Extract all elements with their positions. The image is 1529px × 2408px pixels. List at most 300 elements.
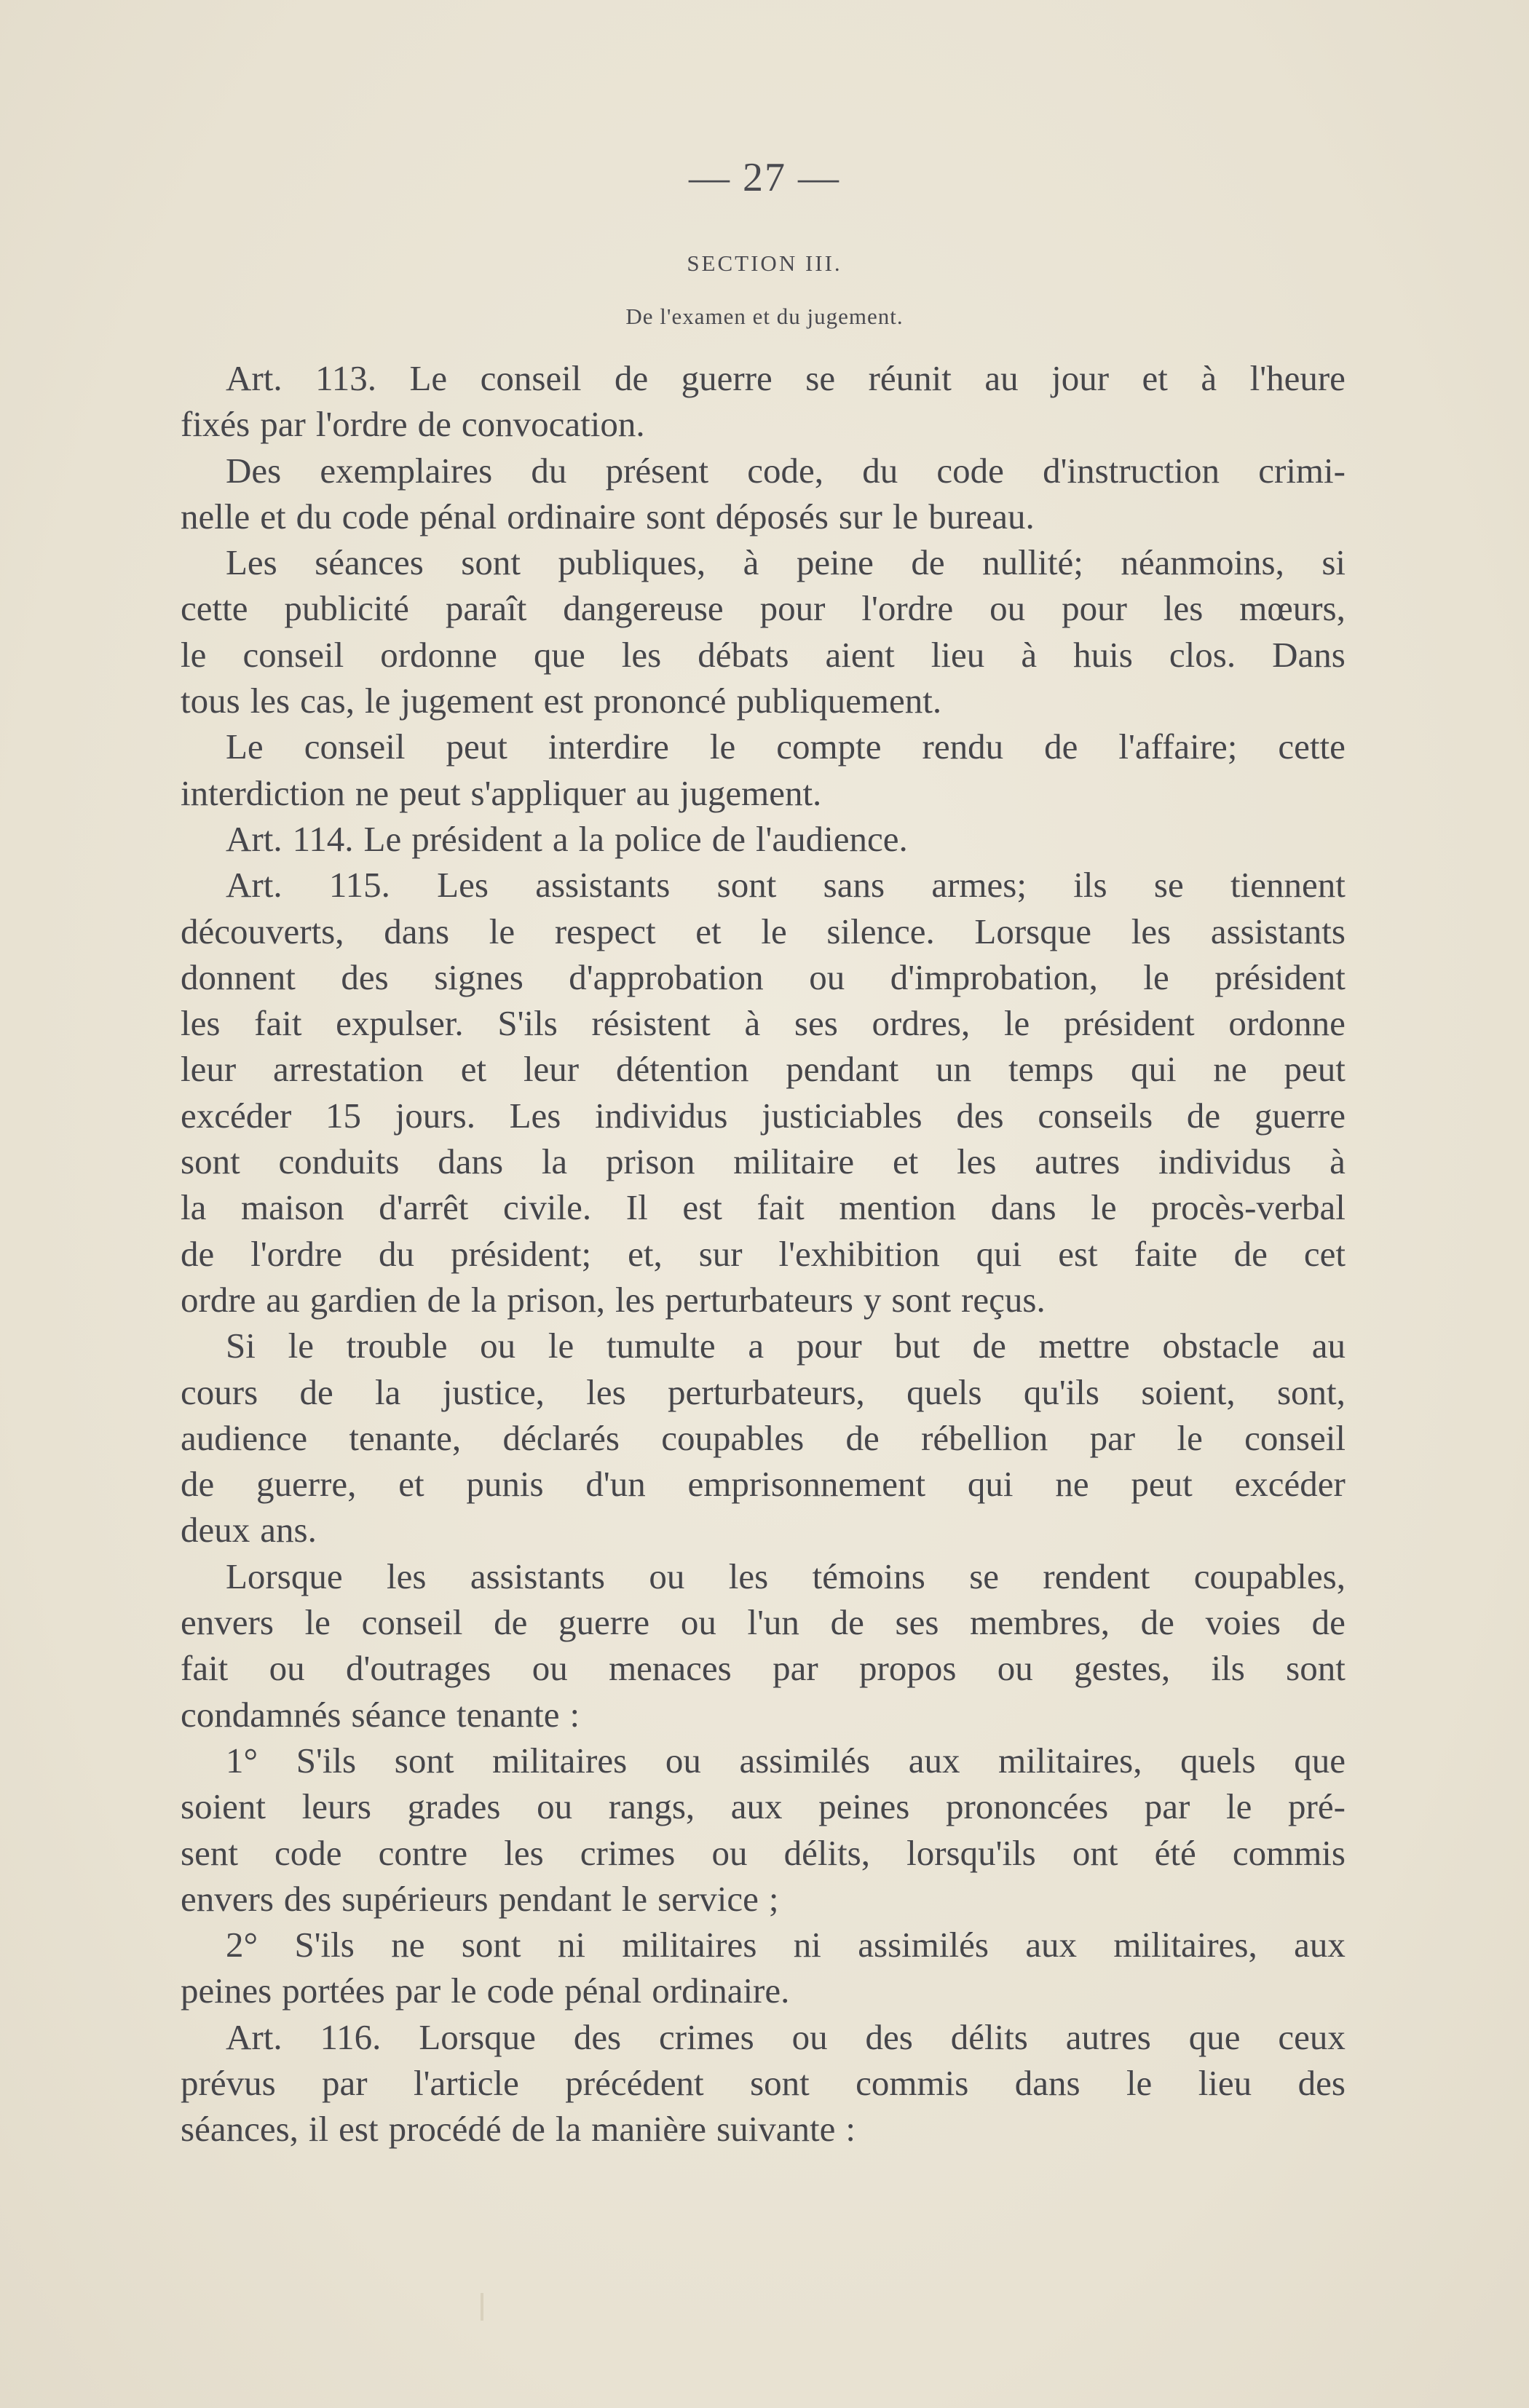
word: président [411, 818, 542, 859]
word: le [709, 726, 736, 767]
word: convocation. [461, 404, 645, 445]
word: de [845, 1417, 880, 1458]
word: coupables, [1193, 1556, 1346, 1596]
word: l'exhibition [778, 1233, 940, 1274]
word: commis [856, 2062, 969, 2103]
word: donnent [181, 957, 296, 997]
word: lorsqu'ils [906, 1832, 1036, 1873]
word: d'arrêt [379, 1187, 469, 1228]
word: tenante, [349, 1417, 462, 1458]
word: ; [768, 1878, 779, 1919]
text-line [181, 908, 1346, 954]
text-line [181, 1231, 1346, 1277]
text-line [181, 1922, 1346, 1968]
word: le [364, 681, 391, 721]
word: les [1163, 588, 1204, 629]
word: reçus. [961, 1279, 1046, 1320]
word: sont [891, 1279, 952, 1320]
text-line [181, 1645, 1346, 1691]
word: peines [818, 1786, 910, 1827]
word: se [969, 1556, 1000, 1596]
word: les [386, 1556, 427, 1596]
word: emprisonnement [687, 1464, 926, 1505]
word: perturbateurs, [668, 1371, 865, 1412]
word: envers [181, 1602, 274, 1643]
word: S'ils [497, 1003, 558, 1044]
word: de [417, 404, 451, 445]
word: justice, [442, 1371, 545, 1412]
word: dans [1014, 2062, 1080, 2103]
word: ou [269, 1648, 305, 1689]
word: de [1311, 1602, 1346, 1643]
word: Les [437, 865, 489, 906]
word: excéder [181, 1095, 292, 1136]
word: fixés [181, 404, 250, 445]
word: exemplaires [320, 450, 493, 491]
word: par [395, 1971, 441, 2011]
word: les [181, 1003, 221, 1044]
word: fait [756, 1187, 805, 1228]
word: ou [649, 1556, 685, 1596]
word: pénal [564, 1971, 642, 2011]
text-line [181, 448, 1346, 494]
word: rébellion [921, 1417, 1048, 1458]
word: à [744, 1003, 761, 1044]
word: par [1144, 1786, 1190, 1827]
word: militaires, [1113, 1925, 1257, 1965]
word: de [911, 542, 945, 583]
word: ou [989, 588, 1026, 629]
text-line [181, 770, 1346, 816]
word: de [830, 1602, 864, 1643]
word: se [805, 358, 836, 398]
word: ordonne [1228, 1003, 1346, 1044]
word: quels [1180, 1740, 1256, 1781]
word: se [1153, 865, 1184, 906]
word: jugement. [679, 772, 822, 813]
page-number: — 27 — [689, 155, 840, 200]
word: le [761, 911, 787, 951]
word: S'ils [296, 1740, 357, 1781]
word: interdire [548, 726, 669, 767]
word: sont [461, 1925, 521, 1965]
word: le [621, 1878, 648, 1919]
word: les [957, 1141, 997, 1182]
word: la [375, 1371, 401, 1412]
word: peut [1131, 1464, 1193, 1505]
word: procédé [388, 2109, 502, 2150]
word: Art. [226, 2016, 283, 2057]
word: leur [181, 1049, 237, 1090]
word: 2° [226, 1925, 258, 1965]
word: ne [1055, 1464, 1089, 1505]
word: rangs, [608, 1786, 695, 1827]
word: au [636, 772, 670, 813]
word: de [181, 1464, 215, 1505]
word: les [586, 1371, 626, 1412]
word: président [1064, 1003, 1195, 1044]
text-line [181, 1692, 1346, 1738]
word: par [322, 2062, 368, 2103]
word: sont [716, 865, 777, 906]
word: assistants [470, 1556, 605, 1596]
word: a [748, 1326, 764, 1366]
word: été [1154, 1832, 1196, 1873]
word: néanmoins, [1121, 542, 1284, 583]
word: ceux [1278, 2016, 1346, 2057]
word: à [1330, 1141, 1346, 1182]
word: lieu [1198, 2062, 1252, 2103]
word: manière [591, 2109, 707, 2150]
word: ordonne [380, 634, 497, 675]
word: voies [1205, 1602, 1281, 1643]
word: Le [363, 818, 402, 859]
word: ou [665, 1740, 701, 1781]
word: par [773, 1648, 818, 1689]
word: rendu [922, 726, 1004, 767]
word: perturbateurs [665, 1279, 853, 1320]
word: présent [605, 450, 709, 491]
word: guerre, [256, 1464, 357, 1505]
word: conseil [1244, 1417, 1346, 1458]
word: séance [351, 1694, 447, 1735]
word: autres [1035, 1141, 1121, 1182]
word: ou [680, 1602, 716, 1643]
word: le [304, 1602, 331, 1643]
word: coupables [661, 1417, 805, 1458]
word: ont [1072, 1832, 1118, 1873]
word: publiquement. [736, 681, 942, 721]
text-line [181, 401, 1346, 447]
word: cette [181, 588, 248, 629]
word: sans [823, 865, 885, 906]
word: qui [967, 1464, 1014, 1505]
text-line [181, 862, 1346, 908]
word: peines [181, 1971, 272, 2011]
word: rendent [1043, 1556, 1150, 1596]
word: et [398, 1464, 424, 1505]
word: crimes [659, 2016, 754, 2057]
word: de [1233, 1233, 1268, 1274]
word: qu'ils [1023, 1371, 1099, 1412]
word: ou [532, 1648, 568, 1689]
word: est [1058, 1233, 1098, 1274]
word: publicité [284, 588, 409, 629]
body-text [181, 355, 1346, 2152]
word: compte [776, 726, 882, 767]
word: prévus [181, 2062, 276, 2103]
word: a [552, 818, 569, 859]
word: aux [1025, 1925, 1078, 1965]
word: arrestation [273, 1049, 424, 1090]
word: conseil [242, 634, 344, 675]
word: conduits [278, 1141, 400, 1182]
word: gardien [309, 1279, 417, 1320]
word: ni [557, 1925, 585, 1965]
word: sont [181, 1141, 240, 1182]
word: de [181, 1233, 215, 1274]
word: du [296, 496, 332, 536]
word: 115. [328, 865, 390, 906]
word: le [451, 1971, 477, 2011]
word: de [711, 818, 746, 859]
word: respect [554, 911, 656, 951]
text-line [181, 1415, 1346, 1461]
word: Si [226, 1326, 256, 1366]
word: pour [759, 588, 826, 629]
word: soient [181, 1786, 266, 1827]
word: pendant [786, 1049, 899, 1090]
word: à [743, 542, 759, 583]
word: de [1186, 1095, 1221, 1136]
word: le [1003, 1003, 1030, 1044]
word: conseils [1038, 1095, 1153, 1136]
word: réunit [868, 358, 952, 398]
word: et [892, 1141, 919, 1182]
word: dans [990, 1187, 1056, 1228]
word: publiques, [558, 542, 706, 583]
word: Dans [1272, 634, 1346, 675]
word: ordinaire. [652, 1971, 790, 2011]
word: bureau. [928, 496, 1035, 536]
word: tenante [457, 1694, 560, 1735]
margin-mark [481, 2293, 483, 2321]
word: Des [226, 450, 282, 491]
word: militaires [492, 1740, 628, 1781]
word: code [936, 450, 1004, 491]
word: de [972, 1326, 1006, 1366]
word: les [615, 1279, 655, 1320]
word: des [865, 2016, 913, 2057]
word: portées [282, 1971, 385, 2011]
word: précédent [565, 2062, 704, 2103]
word: ordres, [872, 1003, 971, 1044]
word: est [682, 1187, 722, 1228]
word: le [1091, 1187, 1117, 1228]
word: délits [950, 2016, 1028, 2057]
word: 15 [325, 1095, 361, 1136]
word: ses [794, 1003, 838, 1044]
word: déposés [715, 496, 829, 536]
word: ordinaire [507, 496, 636, 536]
word: assimilés [858, 1925, 989, 1965]
word: soient, [1141, 1371, 1236, 1412]
word: membres, [970, 1602, 1110, 1643]
word: détention [615, 1049, 749, 1090]
word: cette [1278, 726, 1346, 767]
word: l'ordre [861, 588, 954, 629]
word: trouble [346, 1326, 448, 1366]
word: sont [1286, 1648, 1346, 1689]
word: des [956, 1095, 1004, 1136]
word: ne [1213, 1049, 1247, 1090]
word: les [250, 681, 291, 721]
word: assimilés [739, 1740, 871, 1781]
word: débats [698, 634, 789, 675]
word: le [1126, 2062, 1153, 2103]
word: nelle [181, 496, 250, 536]
word: autres [1065, 2016, 1151, 2057]
text-line [181, 2060, 1346, 2106]
text-line [181, 1369, 1346, 1415]
word: assistants [535, 865, 671, 906]
word: paraît [445, 588, 527, 629]
word: audience [181, 1417, 308, 1458]
word: temps [1008, 1049, 1094, 1090]
word: la [181, 1187, 207, 1228]
word: leurs [301, 1786, 371, 1827]
word: conseil [480, 358, 582, 398]
word: de [299, 1371, 333, 1412]
word: ils [1211, 1648, 1245, 1689]
word: S'ils [294, 1925, 355, 1965]
word: excéder [1234, 1464, 1346, 1505]
word: dans [384, 911, 450, 951]
word: aux [1294, 1925, 1346, 1965]
word: service [657, 1878, 759, 1919]
text-line [181, 1738, 1346, 1783]
word: du [862, 450, 898, 491]
word: les [1131, 911, 1172, 951]
word: prononcé [593, 681, 727, 721]
word: un [936, 1049, 972, 1090]
word: président; [450, 1233, 592, 1274]
word: 114. [292, 818, 354, 859]
word: l'heure [1249, 358, 1346, 398]
word: contre [378, 1832, 468, 1873]
word: Art. [226, 818, 283, 859]
text-line [181, 1000, 1346, 1046]
word: l'ordre [250, 1233, 343, 1274]
word: ou [809, 957, 845, 997]
word: qui [1130, 1049, 1177, 1090]
word: : [569, 1694, 580, 1735]
word: Les [509, 1095, 561, 1136]
text-line [181, 816, 1346, 862]
word: guerre [558, 1602, 650, 1643]
word: militaire [733, 1141, 855, 1182]
word: le [181, 634, 207, 675]
word: sont [646, 496, 706, 536]
word: faite [1134, 1233, 1198, 1274]
word: fait [181, 1648, 229, 1689]
word: deux [181, 1510, 250, 1550]
word: guerre [681, 358, 773, 398]
word: mettre [1038, 1326, 1130, 1366]
word: : [845, 2109, 856, 2150]
word: prison [605, 1141, 695, 1182]
word: d'approbation [569, 957, 764, 997]
word: il [308, 2109, 329, 2150]
word: la [470, 1279, 497, 1320]
word: des [283, 1878, 332, 1919]
word: d'outrages [346, 1648, 491, 1689]
word: ni [793, 1925, 821, 1965]
word: le [1226, 1786, 1252, 1827]
text-line [181, 355, 1346, 401]
word: déclarés [502, 1417, 620, 1458]
word: la [578, 818, 604, 859]
word: peut [1284, 1049, 1346, 1090]
word: du [378, 1233, 414, 1274]
word: cas, [300, 681, 355, 721]
word: du [531, 450, 567, 491]
word: au [266, 1279, 300, 1320]
word: peut [446, 726, 507, 767]
word: des [573, 2016, 622, 2057]
word: ou [997, 1648, 1033, 1689]
text-line [181, 2106, 1346, 2152]
word: les [728, 1556, 769, 1596]
word: d'un [585, 1464, 646, 1505]
word: peine [796, 542, 874, 583]
text-line [181, 539, 1346, 585]
word: supérieurs [341, 1878, 489, 1919]
word: aux [730, 1786, 783, 1827]
word: des [341, 957, 389, 997]
word: le [892, 496, 919, 536]
word: obstacle [1162, 1326, 1280, 1366]
word: d'improbation, [890, 957, 1098, 997]
word: s'appliquer [470, 772, 626, 813]
word: et [460, 1049, 487, 1090]
word: à [1021, 634, 1038, 675]
word: aient [825, 634, 895, 675]
word: et [1142, 358, 1168, 398]
word: Lorsque [974, 911, 1091, 951]
word: civile. [503, 1187, 592, 1228]
text-line [181, 1599, 1346, 1645]
word: les [504, 1832, 544, 1873]
word: jour [1051, 358, 1110, 398]
word: expulser. [336, 1003, 464, 1044]
word: par [1089, 1417, 1136, 1458]
word: séances [315, 542, 424, 583]
word: quels [906, 1371, 982, 1412]
word: l'audience. [755, 818, 908, 859]
word: l'ordre [315, 404, 408, 445]
word: sont [461, 542, 521, 583]
word: ne [391, 1925, 425, 1965]
word: Les [226, 542, 277, 583]
word: délits, [783, 1832, 871, 1873]
word: que [533, 634, 585, 675]
word: de [427, 1279, 461, 1320]
word: ils [1073, 865, 1107, 906]
text-line [181, 1184, 1346, 1230]
word: de [1044, 726, 1078, 767]
word: conseil [304, 726, 406, 767]
word: si [1321, 542, 1346, 583]
word: code [486, 1971, 555, 2011]
word: conseil [361, 1602, 463, 1643]
word: militaires [622, 1925, 757, 1965]
text-line [181, 2014, 1346, 2060]
word: individus [1158, 1141, 1292, 1182]
word: le [288, 1326, 314, 1366]
word: mœurs, [1239, 588, 1346, 629]
text-line [181, 1461, 1346, 1507]
word: clos. [1169, 634, 1236, 675]
word: but [894, 1326, 940, 1366]
word: et, [628, 1233, 663, 1274]
word: huis [1073, 634, 1133, 675]
word: ordre [181, 1279, 256, 1320]
word: code [341, 496, 410, 536]
word: crimi- [1258, 450, 1346, 491]
word: lieu [931, 634, 985, 675]
word: justiciables [762, 1095, 922, 1136]
